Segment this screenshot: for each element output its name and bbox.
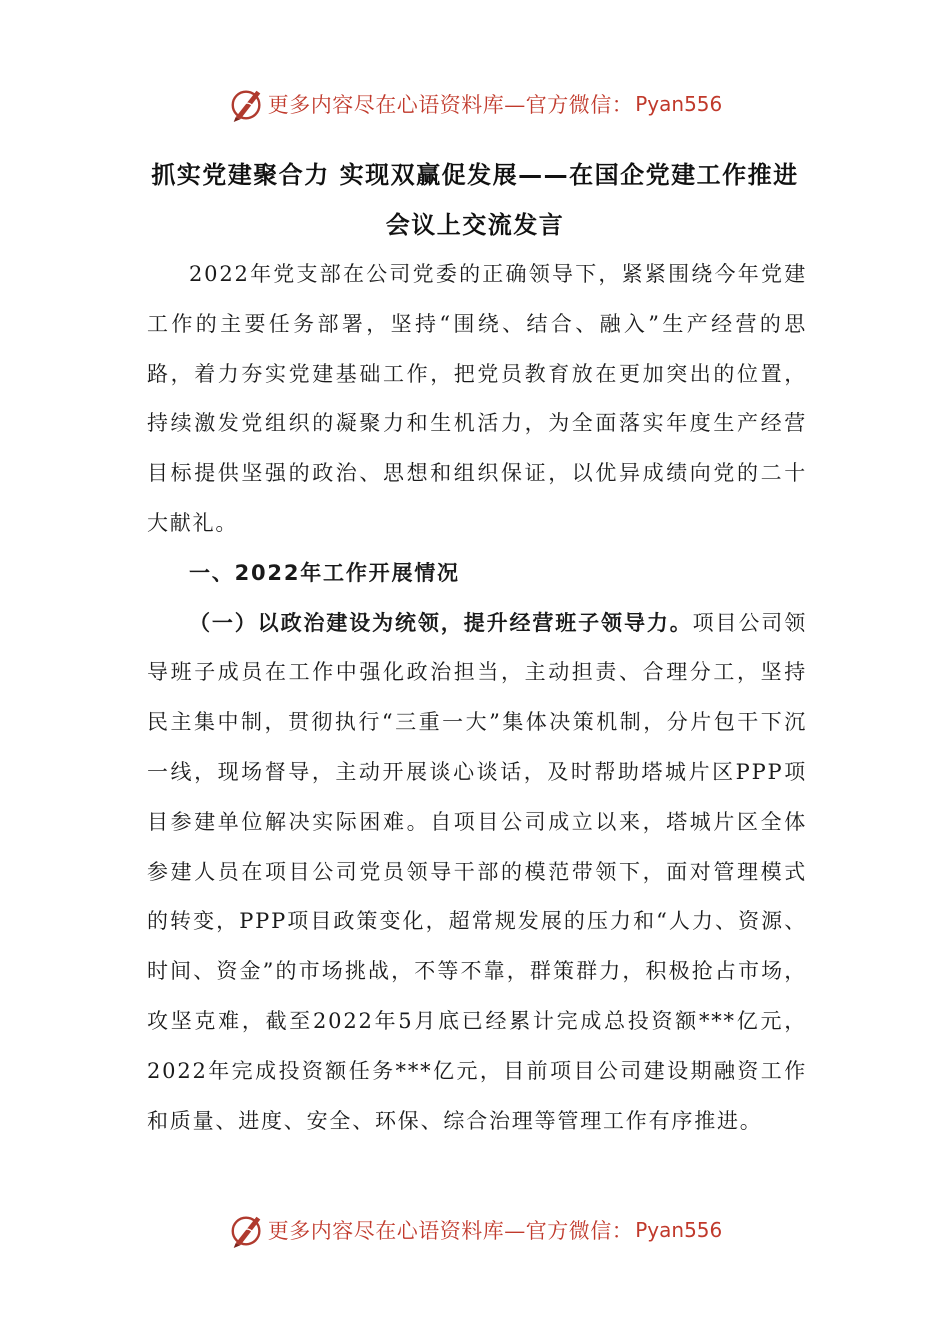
section-heading: 一、2022年工作开展情况 (189, 560, 460, 585)
page-title-line2: 会议上交流发言 (385, 211, 565, 239)
footer-banner (0, 1210, 950, 1250)
banner-wechat-id: Pyan556 (635, 1218, 723, 1242)
paragraph-lead: （一）以政治建设为统领，提升经营班子领导力。 (189, 610, 693, 635)
paragraph-body: 项目公司领导班子成员在工作中强化政治担当，主动担责、合理分工，坚持民主集中制，贯彻执行“三重一大”集体决策机制，分片包干下沉一线，现场督导，主动开展谈心谈话，及时帮助塔城片区PPP项目参建单位解决实际困难。自项目公司成立以来，塔城片区全体参建人员在项目公司党员领导干部的模范带领下，面对管理模式的转变，PPP项目政策变化，超常规发展的压力和“人力、资源、时间、资金”的市场挑战，不等不靠，群策群力，积极抢占市场，攻坚克难，截至2022年5月底已经累计完成总投资额***亿元，2022年完成投资额任务***亿元，目前项目公司建设期融资工作和质量、进度、安全、环保、综合治理等管理工作有序推进。 (147, 610, 807, 1133)
section-paragraph (147, 599, 807, 1147)
header-banner (0, 84, 950, 124)
page-title-line1: 抓实党建聚合力 实现双赢促发展——在国企党建工作推进 (151, 161, 799, 189)
banner-text: 更多内容尽在心语资料库—官方微信： (267, 93, 634, 117)
pen-logo-icon (228, 85, 266, 123)
banner-wechat-id: Pyan556 (635, 92, 723, 116)
pen-logo-icon (228, 1211, 266, 1249)
document-body (147, 250, 807, 1146)
banner-text: 更多内容尽在心语资料库—官方微信： (267, 1219, 634, 1243)
intro-paragraph: 2022年党支部在公司党委的正确领导下，紧紧围绕今年党建工作的主要任务部署，坚持“围绕、结合、融入”生产经营的思路，着力夯实党建基础工作，把党员教育放在更加突出的位置，持续激发党组织的凝聚力和生机活力，为全面落实年度生产经营目标提供坚强的政治、思想和组织保证，以优异成绩向党的二十大献礼。 (147, 262, 807, 535)
